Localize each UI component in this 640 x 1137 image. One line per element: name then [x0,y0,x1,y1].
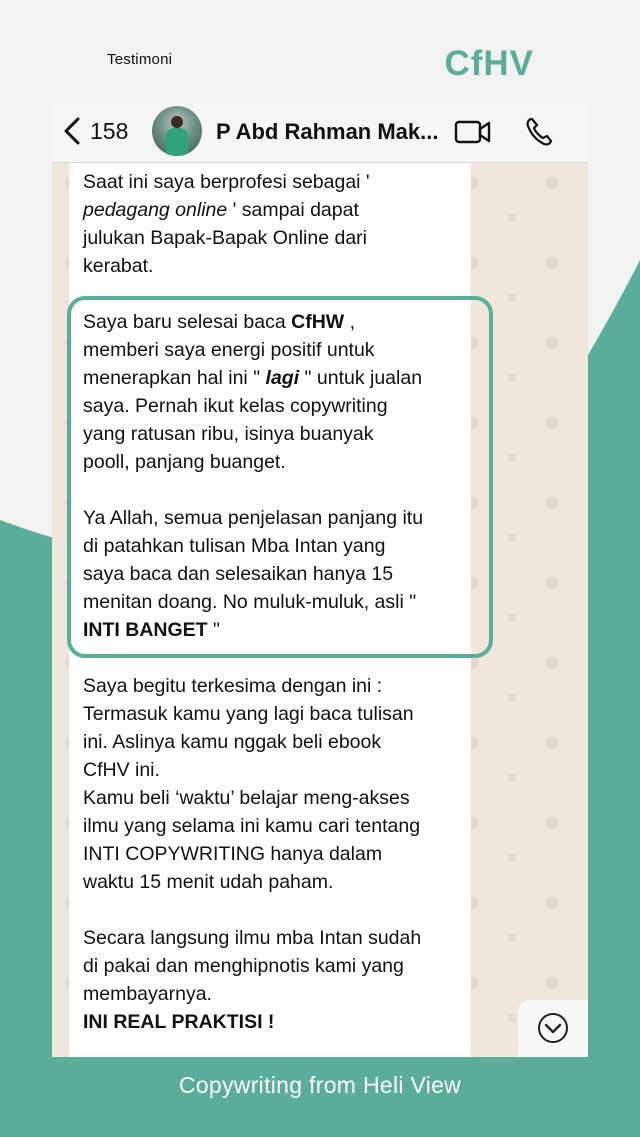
avatar[interactable] [152,106,202,156]
footer-tagline: Copywriting from Heli View [178,1072,462,1098]
testimonial-label: Testimoni [107,51,173,68]
message-paragraph-1: Saat ini saya berprofesi sebagai ' pedagang online ' sampai dapat julukan Bapak-Bapak Online dari kerabat. [83,171,370,277]
brand-logo: CfHV [444,44,534,83]
scroll-down-button[interactable] [518,1000,588,1057]
contact-name[interactable]: P Abd Rahman Mak... [216,119,439,144]
chat-header [52,104,588,163]
message-paragraph-4: Saya begitu terkesima dengan ini : Termasuk kamu yang lagi baca tulisan ini. Aslinya kamu nggak beli ebook CfHV ini. Kamu beli ‘waktu’ belajar meng-akses ilmu yang selama ini kamu cari tentang INTI COPYWRITING hanya dalam waktu 15 menit udah paham. [83,675,421,893]
video-camera-icon[interactable] [454,118,492,146]
chevron-down-circle-icon [537,1012,569,1044]
phone-icon[interactable] [524,116,554,148]
unread-count[interactable]: 158 [90,118,129,144]
message-paragraph-5: Secara langsung ilmu mba Intan sudah di pakai dan menghipnotis kami yang membayarnya. INI REAL PRAKTISI ! [83,927,422,1033]
message-paragraph-3: Ya Allah, semua penjelasan panjang itu di patahkan tulisan Mba Intan yang saya baca dan selesaikan hanya 15 menitan doang. No muluk-muluk, asli " INTI BANGET " [83,507,424,641]
message-paragraph-2: Saya baru selesai baca CfHW , memberi saya energi positif untuk menerapkan hal ini " lagi " untuk jualan saya. Pernah ikut kelas copywriting yang ratusan ribu, isinya buanyak pooll, panjang buanget. [83,311,423,473]
chevron-left-icon[interactable] [60,116,86,146]
chat-screenshot [52,104,588,1057]
